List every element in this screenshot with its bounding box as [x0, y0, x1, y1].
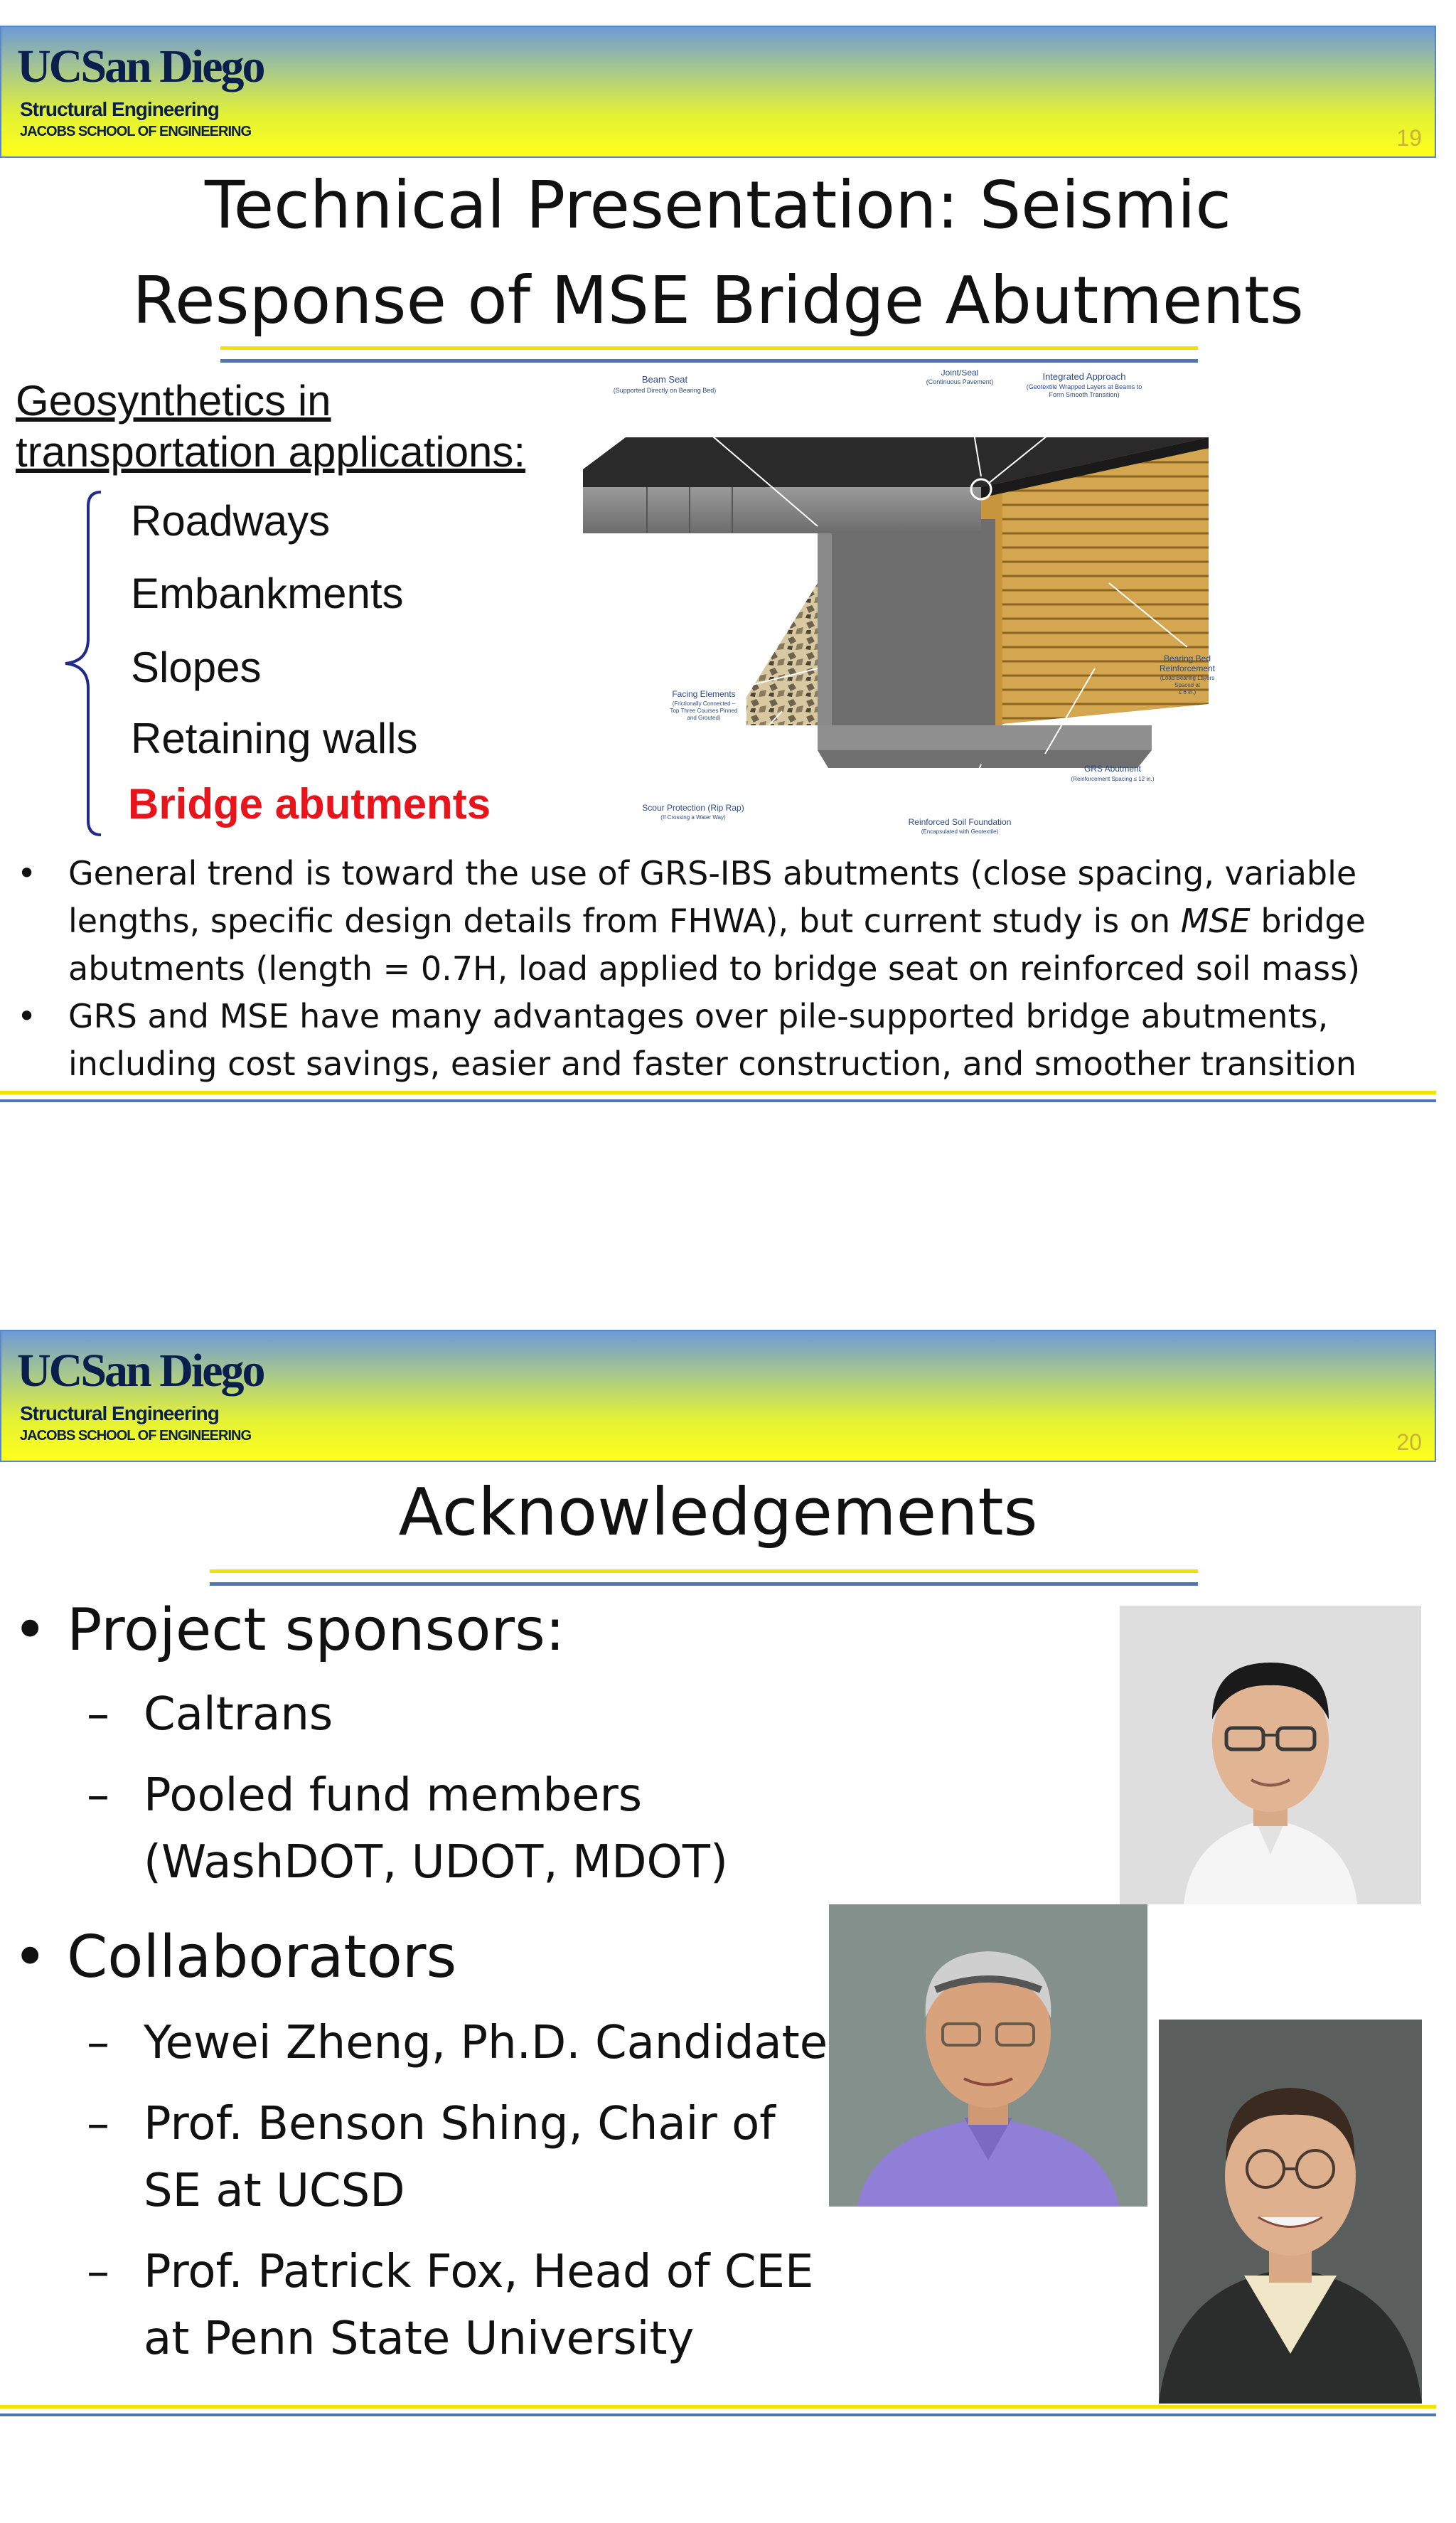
dash: – — [87, 1688, 109, 1741]
sponsors-heading: Project sponsors: — [67, 1596, 565, 1664]
ucsd-logo: UCSan Diego — [17, 41, 264, 92]
title-underline — [210, 1569, 1198, 1573]
bullet-dot: • — [13, 1596, 48, 1664]
portrait-photo — [829, 1904, 1147, 2207]
label-integrated: Integrated Approach — [1042, 371, 1126, 382]
list-item: Slopes — [131, 644, 262, 691]
slide-19 — [0, 0, 1456, 1138]
brace-icon — [57, 489, 107, 838]
label-bearing-bed-sub1: (Load Bearing Layers — [1160, 675, 1215, 681]
dash: – — [87, 2246, 109, 2298]
bullet-line — [68, 897, 1428, 945]
collaborator-detail: at Penn State University — [144, 2313, 695, 2365]
bullet-emphasis: MSE — [1180, 902, 1251, 940]
collaborator-name: Prof. Benson Shing, Chair of — [144, 2098, 776, 2150]
label-integrated-sub1: (Geotextile Wrapped Layers at Beams to — [1026, 383, 1142, 390]
logo-school: JACOBS SCHOOL OF ENGINEERING — [20, 1428, 252, 1444]
footer-rule-blue — [0, 2413, 1436, 2416]
list-item: Retaining walls — [131, 715, 418, 762]
label-bearing-bed-2: Reinforcement — [1159, 663, 1216, 673]
bullet-item — [13, 993, 1428, 1088]
dash: – — [87, 2017, 109, 2069]
list-item: Roadways — [131, 497, 331, 545]
title-underline — [220, 346, 1198, 350]
label-joint-sub: (Continuous Pavement) — [926, 378, 994, 385]
label-scour: Scour Protection (Rip Rap) — [642, 803, 744, 813]
header-banner — [0, 26, 1436, 158]
label-beam-seat: Beam Seat — [641, 374, 688, 385]
slide-title: Acknowledgements — [398, 1474, 1038, 1550]
bullet-line: General trend is toward the use of GRS-IBS abutments (close spacing, variable — [68, 854, 1357, 892]
sponsor-name: Caltrans — [144, 1688, 333, 1741]
collaborator-detail: SE at UCSD — [144, 2165, 405, 2217]
bullet-text: lengths, specific design details from FHWA), but current study is on — [68, 902, 1181, 940]
dash: – — [87, 1769, 109, 1822]
logo-department: Structural Engineering — [20, 98, 219, 120]
label-facing: Facing Elements — [672, 689, 736, 699]
label-integrated-sub2: Form Smooth Transition) — [1049, 391, 1120, 398]
sponsor-name: Pooled fund members — [144, 1769, 643, 1822]
collaborator-name: Yewei Zheng, Ph.D. Candidate — [144, 2017, 828, 2069]
portrait-photo — [1159, 2020, 1422, 2404]
bullet-dot: • — [13, 1924, 48, 1991]
title-line-1: Technical Presentation: Seismic — [205, 167, 1231, 243]
label-facing-sub3: and Grouted) — [687, 715, 721, 721]
geosynthetics-heading — [16, 375, 525, 478]
dash: – — [87, 2098, 109, 2150]
slide-number: 20 — [1396, 1429, 1422, 1455]
bullet-item — [13, 850, 1428, 993]
title-underline-blue — [220, 359, 1198, 363]
slide-number: 19 — [1396, 125, 1422, 151]
bullet-line: including cost savings, easier and faster construction, and smoother transition — [68, 1045, 1357, 1083]
slide-title — [0, 158, 1436, 348]
list-item-highlight: Bridge abutments — [128, 780, 491, 828]
label-facing-sub2: Top Three Courses Pinned — [670, 708, 738, 714]
label-bearing-bed-sub2: Spaced at — [1174, 682, 1201, 688]
footer-rule-blue — [0, 1099, 1436, 1102]
label-joint: Joint/Seal — [941, 370, 979, 378]
collaborators-heading: Collaborators — [67, 1924, 457, 1991]
title-underline-blue — [210, 1582, 1198, 1586]
ucsd-logo: UCSan Diego — [17, 1345, 264, 1397]
bullet-dot: • — [17, 997, 37, 1035]
logo-school: JACOBS SCHOOL OF ENGINEERING — [20, 124, 252, 139]
label-facing-sub1: (Frictionally Connected – — [672, 700, 736, 707]
label-grs-sub: (Reinforcement Spacing ≤ 12 in.) — [1071, 776, 1155, 782]
geo-heading-line-2: transportation applications: — [16, 428, 526, 476]
footer-rule — [0, 1091, 1436, 1094]
logo-department: Structural Engineering — [20, 1402, 219, 1424]
title-line-2: Response of MSE Bridge Abutments — [132, 262, 1304, 338]
label-scour-sub: (If Crossing a Water Way) — [660, 814, 726, 821]
footer-rule — [0, 2405, 1436, 2409]
bullet-list — [13, 850, 1428, 1088]
portrait-photo — [1120, 1606, 1421, 1904]
bullet-dot: • — [17, 854, 37, 892]
label-foundation-sub: (Encapsulated with Geotextile) — [921, 828, 999, 835]
label-grs-abutment: GRS Abutment — [1083, 764, 1142, 774]
label-bearing-bed: Bearing Bed — [1163, 654, 1211, 663]
header-banner — [0, 1330, 1436, 1462]
sponsor-detail: (WashDOT, UDOT, MDOT) — [144, 1836, 728, 1889]
label-foundation: Reinforced Soil Foundation — [908, 817, 1012, 827]
grs-abutment-diagram — [583, 370, 1223, 839]
geo-heading-line-1: Geosynthetics in — [16, 377, 331, 425]
label-bearing-bed-sub3: ≤ 6 in.) — [1178, 689, 1197, 695]
label-beam-seat-sub: (Supported Directly on Bearing Bed) — [613, 387, 717, 394]
list-item: Embankments — [131, 570, 404, 617]
bullet-line: abutments (length = 0.7H, load applied to bridge seat on reinforced soil mass) — [68, 949, 1361, 988]
bullet-text: bridge — [1250, 902, 1366, 940]
collaborator-name: Prof. Patrick Fox, Head of CEE — [144, 2246, 814, 2298]
bullet-line: GRS and MSE have many advantages over pile-supported bridge abutments, — [68, 997, 1329, 1035]
